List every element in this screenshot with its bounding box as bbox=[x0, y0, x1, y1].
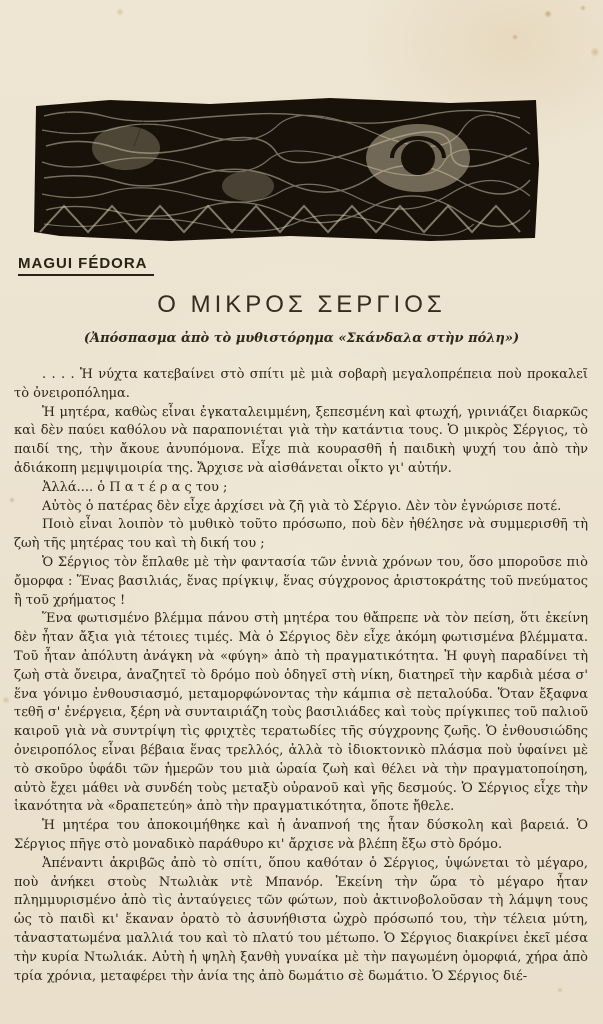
body-paragraph: Ποιὸ εἶναι λοιπὸν τὸ μυθικὸ τοῦτο πρόσωπο, ποὺ δὲν ἠθέλησε νὰ συμμερισθῆ τὴ ζωὴ τῆς μητέρας του καὶ τὴ δική του ; bbox=[14, 517, 588, 552]
body-paragraph: Ἡ μητέρα, καθὼς εἶναι ἐγκαταλειμμένη, ξεπεσμένη καὶ φτωχή, γρινιάζει διαρκῶς καὶ δὲν παύει καθόλου νὰ παραπονιέται γιὰ τὴν κατάντια τους. Ὁ μικρὸς Σέργιος, τὸ παιδί της, τὴν ἄκουε ἀνυπόμονα. Εἶχε πιὰ κουρασθῆ ἡ παιδικὴ ψυχή του ἀπὸ τὴν ἀδιάκοπη μεμψιμοιρία της. Ἄρχισε νὰ αἰσθάνεται οἶκτο γι' αὐτήν. bbox=[14, 404, 588, 476]
body-text bbox=[14, 366, 588, 1024]
body-paragraph: Αὐτὸς ὁ πατέρας δὲν εἶχε ἀρχίσει νὰ ζῆ γιὰ τὸ Σέργιο. Δὲν τὸν ἐγνώρισε ποτέ. bbox=[42, 498, 562, 514]
body-paragraph: Ἕνα φωτισμένο βλέμμα πάνου στὴ μητέρα του θἄπρεπε νὰ τὸν πείση, ὅτι ἐκείνη δὲν ἦταν ἄξια γιὰ τέτοιες τιμές. Μὰ ὁ Σέργιος δὲν εἶχε ἀκόμη φωτισμένα βλέμματα. Τοῦ ἦταν ἀπόλυτη ἀνάγκη νὰ «φύγη» ἀπὸ τὴ πραγματικότητα. Ἡ φυγὴ παραδίνει τὴ ζωὴ στὰ ὄνειρα, ἀναζητεῖ τὸ δρόμο ποὺ ὁδηγεῖ στὴ νίκη, διατηρεῖ τὴν καρδιὰ μέσα σ' ἕνα γόνιμο ἐνθουσιασμό, μεταμορφώνοντας τὴν κάμπια σὲ πεταλούδα. Ὅταν ἔξαφνα τεθῆ σ' ἐνέργεια, ξέρη νὰ συνταιριάζη τοὺς βασιλιάδες καὶ τοὺς πρίγκιπες τοῦ παλιοῦ καιροῦ γιὰ νὰ συντρίψη τὶς φριχτὲς τερατωδίες τῆς σύγχρονης ζωῆς. Ὁ ἐνθουσιώδης ὀνειροπόλος εἶναι βέβαια ἕνας τρελλός, ἀλλὰ τὸ ἰδιοκτονικὸ πλάσμα ποὺ ὑφαίνει μὲ τὸ σκοῦρο ὑφάδι τῶν ἡμερῶν του μιὰ ὡραία ζωὴ καὶ θέλει νὰ τὴν πραγματοποίηση, αὐτὸ ἔχει μάθει νὰ συνδέη τοὺς μεταξὺ οὐρανοῦ καὶ γῆς δεσμούς. Ὁ Σέργιος εἶχε τὴν ἱκανότητα νὰ «δραπετεύη» ἀπὸ τὴν πραγματικότητα, ὅποτε ἤθελε. bbox=[14, 611, 588, 815]
woodcut-headpiece-illustration bbox=[30, 94, 542, 246]
author-name: MAGUI FÉDORA bbox=[18, 255, 154, 276]
body-paragraph: . . . . Ἡ νύχτα κατεβαίνει στὸ σπίτι μὲ μιὰ σοβαρὴ μεγαλοπρέπεια ποὺ προκαλεῖ τὸ ὀνειροπόλημα. bbox=[14, 367, 588, 401]
body-paragraph: Ἡ μητέρα του ἀποκοιμήθηκε καὶ ἡ ἀναπνοή της ἦταν δύσκολη καὶ βαρειά. Ὁ Σέργιος πῆγε στὸ μοναδικὸ παράθυρο κι' ἄρχισε νὰ βλέπη ἔξω στὸ δρόμο. bbox=[14, 818, 588, 852]
body-paragraph: Ἀπέναντι ἀκριβῶς ἀπὸ τὸ σπίτι, ὅπου καθόταν ὁ Σέργιος, ὑψώνεται τὸ μέγαρο, ποὺ ἀνήκει στοὺς Ντωλιὰκ ντὲ Μπανόρ. Ἐκείνη τὴν ὥρα τὸ μέγαρο ἦταν πλημμυρισμένο ἀπὸ τὶς ἀνταύγειες τῶν φώτων, ποὺ ἀκτινοβολοῦσαν τὴ λάμψη τους ὡς τὸ παιδὶ κι' ἔκαναν ὁρατὸ τὸ ἀσυνήθιστα ὠχρὸ πρόσωπό του, τὴν τέλεια μύτη, τἀναστατωμένα μαλλιά του καὶ τὸ πλατύ του μέτωπο. Ὁ Σέργιος διακρίνει ἐκεῖ μέσα τὴν κυρία Ντωλιάκ. Αὐτὴ ἡ ψηλὴ ξανθὴ γυναίκα μὲ τὴν παγωμένη ὁμορφιά, χήρα ἀπὸ τρία χρόνια, μεταφέρει τὴν ἀνία της ἀπὸ δωμάτιο σὲ δωμάτιο. Ὁ Σέργιος διέ- bbox=[14, 855, 588, 984]
page-title: Ο ΜΙΚΡΟΣ ΣΕΡΓΙΟΣ bbox=[157, 291, 446, 318]
subtitle: (Ἀπόσπασμα ἀπὸ τὸ μυθιστόρημα «Σκάνδαλα στὴν πόλη») bbox=[83, 331, 520, 346]
body-paragraph: Ἀλλά.... ὁ Π α τ έ ρ α ς του ; bbox=[42, 479, 228, 495]
body-paragraph: Ὁ Σέργιος τὸν ἔπλαθε μὲ τὴν φαντασία τῶν ἐννιὰ χρόνων του, ὅσο μποροῦσε πιὸ ὄμορφα : Ἕνας βασιλιάς, ἕνας πρίγκιψ, ἕνας σύγχρονος ἀριστοκράτης τοῦ πνεύματος ἢ τοῦ χρήματος ! bbox=[14, 554, 588, 608]
